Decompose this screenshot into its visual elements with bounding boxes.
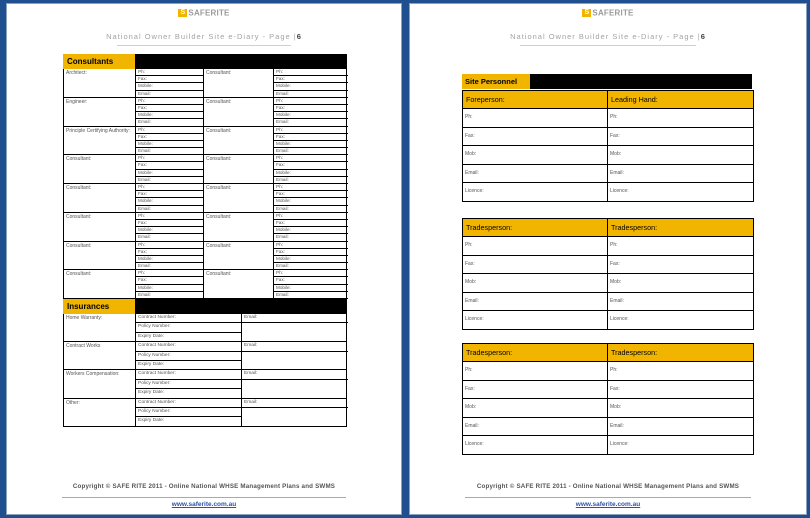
contact-field[interactable]: Mobile: [136, 227, 203, 234]
personnel-row [463, 127, 753, 146]
contact-field[interactable]: Ph: [274, 242, 348, 249]
logo: S SAFERITE [410, 8, 806, 17]
personnel-row [463, 398, 753, 417]
contact-field[interactable]: Mobile: [274, 227, 348, 234]
insurance-fields [136, 399, 242, 426]
contact-field[interactable]: Email: [138, 148, 151, 154]
consultant-contact [136, 127, 204, 156]
contact-field[interactable]: Email: [276, 205, 289, 211]
personnel-field[interactable]: Ph: [463, 109, 608, 127]
consultant-label[interactable]: Consultant: [64, 184, 136, 213]
contact-field[interactable]: Mobile: [274, 170, 348, 177]
insurance-email-field[interactable]: Email: [242, 342, 348, 351]
contact-field[interactable]: Mobile: [136, 141, 203, 148]
contact-field[interactable]: Ph: [136, 270, 203, 277]
insurance-email-field[interactable]: Email: [242, 399, 348, 408]
contact-field[interactable]: Fax: [136, 134, 203, 141]
contact-field[interactable]: Email: [138, 176, 151, 182]
footer-link[interactable]: www.saferite.com.au [575, 501, 641, 508]
contact-field[interactable]: Email: [276, 263, 289, 269]
personnel-field[interactable]: Mob: [463, 146, 608, 164]
insurances-header: Insurances [63, 299, 347, 314]
personnel-field[interactable]: Mob: [610, 404, 622, 410]
contact-field[interactable]: Ph: [136, 127, 203, 134]
contact-field[interactable]: Ph: [136, 69, 203, 76]
insurance-field[interactable]: Expiry Date: [138, 390, 165, 396]
personnel-row [463, 182, 753, 201]
insurance-email-col [242, 342, 348, 369]
personnel-field[interactable]: Fax: [463, 128, 608, 146]
personnel-role-label: Foreperson: [463, 91, 608, 108]
personnel-field[interactable]: Licence: [610, 188, 629, 194]
personnel-field[interactable]: Mob: [463, 274, 608, 292]
personnel-field[interactable]: Licence: [463, 183, 608, 201]
contact-field[interactable]: Email: [138, 205, 151, 211]
contact-field[interactable]: Mobile: [274, 285, 348, 292]
consultant-contact [274, 184, 348, 213]
contact-field[interactable]: Mobile: [136, 112, 203, 119]
contact-field[interactable]: Fax: [274, 191, 348, 198]
contact-field[interactable]: Email: [138, 234, 151, 240]
personnel-field[interactable]: Mob: [610, 151, 622, 157]
insurance-field[interactable]: Policy Number: [136, 408, 241, 417]
personnel-row [463, 255, 753, 274]
footer-link[interactable]: www.saferite.com.au [171, 501, 237, 508]
consultant-label[interactable]: Principle Certifying Authority: [64, 127, 136, 156]
personnel-table [462, 218, 754, 330]
contact-field[interactable]: Email: [138, 291, 151, 297]
contact-field[interactable]: Mobile: [274, 112, 348, 119]
contact-field[interactable]: Email: [276, 119, 289, 125]
consultant-label[interactable]: Consultant: [64, 155, 136, 184]
personnel-field[interactable]: Licence: [610, 316, 629, 322]
contact-field[interactable]: Email: [276, 148, 289, 154]
personnel-table [462, 90, 754, 202]
personnel-field[interactable]: Email: [463, 418, 608, 436]
insurance-field[interactable]: Expiry Date: [138, 418, 165, 424]
contact-field[interactable]: Mobile: [274, 83, 348, 90]
personnel-row [463, 236, 753, 255]
personnel-row [463, 310, 753, 329]
personnel-row [463, 273, 753, 292]
insurance-fields [136, 370, 242, 397]
logo-icon: S [178, 9, 187, 17]
personnel-field[interactable]: Email: [463, 293, 608, 311]
insurance-label[interactable]: Workers Compensation: [64, 370, 136, 397]
insurance-field[interactable]: Policy Number: [136, 323, 241, 332]
consultants-header: Consultants [63, 54, 347, 69]
contact-field[interactable]: Ph: [136, 155, 203, 162]
consultant-contact [136, 184, 204, 213]
contact-field[interactable]: Fax: [274, 277, 348, 284]
insurance-fields [136, 342, 242, 369]
contact-field[interactable]: Mobile: [274, 256, 348, 263]
personnel-field[interactable]: Fax: [610, 132, 620, 139]
contact-field[interactable]: Mobile: [136, 198, 203, 205]
insurance-field[interactable]: Contract Number: [136, 370, 241, 379]
insurance-email-field[interactable]: Email: [242, 370, 348, 379]
personnel-role-label: Tradesperson: [463, 344, 608, 361]
personnel-field[interactable]: Ph: [463, 237, 608, 255]
consultant-label[interactable]: Consultant: [204, 155, 274, 184]
consultant-contact [274, 69, 348, 98]
contact-field[interactable]: Fax: [274, 249, 348, 256]
page-subtitle: National Owner Builder Site e-Diary - Page |6 [510, 32, 706, 41]
consultant-contact [274, 98, 348, 127]
contact-field[interactable]: Fax: [274, 134, 348, 141]
personnel-field[interactable]: Licence: [610, 441, 629, 447]
personnel-role-label: Tradesperson: [611, 223, 658, 232]
contact-field[interactable]: Mobile: [274, 141, 348, 148]
personnel-row [463, 292, 753, 311]
contact-field[interactable]: Fax: [136, 105, 203, 112]
personnel-field[interactable]: Licence: [463, 436, 608, 454]
page-left [6, 3, 402, 515]
personnel-role-label: Leading Hand: [611, 95, 658, 104]
contact-field[interactable]: Mobile: [136, 256, 203, 263]
consultant-label[interactable]: Consultant: [204, 213, 274, 242]
insurance-field[interactable]: Policy Number: [136, 380, 241, 389]
logo-icon: S [582, 9, 591, 17]
contact-field[interactable]: Ph: [136, 213, 203, 220]
consultant-label[interactable]: Consultant: [204, 242, 274, 271]
contact-field[interactable]: Fax: [136, 277, 203, 284]
contact-field[interactable]: Ph: [274, 155, 348, 162]
consultant-contact [274, 155, 348, 184]
personnel-row [463, 108, 753, 127]
header-divider [117, 45, 291, 46]
insurance-field[interactable]: Contract Number: [136, 314, 241, 323]
consultant-contact [136, 98, 204, 127]
contact-field[interactable]: Email: [138, 90, 151, 96]
footer-copyright: Copyright © SAFE RITE 2011 - Online National WHSE Management Plans and SWMS [476, 483, 740, 490]
contact-field[interactable]: Ph: [274, 69, 348, 76]
consultant-contact [274, 213, 348, 242]
personnel-row [463, 145, 753, 164]
consultant-label[interactable]: Consultant: [204, 69, 274, 98]
contact-field[interactable]: Email: [276, 234, 289, 240]
contact-field[interactable]: Ph: [274, 270, 348, 277]
insurance-row [64, 314, 346, 342]
contact-field[interactable]: Fax: [274, 220, 348, 227]
consultant-contact [136, 69, 204, 98]
insurance-label[interactable]: Contract Works [64, 342, 136, 369]
consultant-contact [274, 270, 348, 299]
logo: S SAFERITE [7, 8, 401, 17]
site-personnel-header: Site Personnel [462, 74, 752, 89]
contact-field[interactable]: Mobile: [136, 170, 203, 177]
footer-copyright: Copyright © SAFE RITE 2011 - Online National WHSE Management Plans and SWMS [72, 483, 336, 490]
personnel-field[interactable]: Email: [463, 165, 608, 183]
insurance-field[interactable]: Contract Number: [136, 399, 241, 408]
personnel-field[interactable]: Mob: [463, 399, 608, 417]
consultant-label[interactable]: Consultant: [64, 213, 136, 242]
consultant-contact [136, 242, 204, 271]
personnel-table-header [463, 90, 753, 108]
insurance-email-col [242, 314, 348, 341]
insurance-field[interactable]: Expiry Date: [138, 361, 165, 367]
personnel-row [463, 417, 753, 436]
footer-divider [62, 497, 346, 498]
consultant-label[interactable]: Consultant: [64, 242, 136, 271]
personnel-field[interactable]: Ph: [610, 114, 618, 120]
personnel-row [463, 380, 753, 399]
personnel-field[interactable]: Fax: [463, 256, 608, 274]
personnel-table-header [463, 218, 753, 236]
consultant-contact [274, 242, 348, 271]
contact-field[interactable]: Mobile: [274, 198, 348, 205]
insurance-row [64, 342, 346, 370]
personnel-table-header [463, 343, 753, 361]
contact-field[interactable]: Ph: [136, 184, 203, 191]
insurance-email-field[interactable]: Email: [242, 314, 348, 323]
personnel-table [462, 343, 754, 455]
contact-field[interactable]: Fax: [274, 162, 348, 169]
insurance-row [64, 370, 346, 398]
consultant-label[interactable]: Consultant: [204, 98, 274, 127]
insurance-field[interactable]: Contract Number: [136, 342, 241, 351]
personnel-field[interactable]: Mob: [610, 279, 622, 285]
insurance-label[interactable]: Home Warranty: [64, 314, 136, 341]
page-right [409, 3, 807, 515]
personnel-role-label: Tradesperson: [463, 219, 608, 236]
contact-field[interactable]: Fax: [136, 162, 203, 169]
contact-field[interactable]: Fax: [274, 76, 348, 83]
contact-field[interactable]: Fax: [136, 191, 203, 198]
contact-field[interactable]: Fax: [136, 220, 203, 227]
consultant-label[interactable]: Engineer: [64, 98, 136, 127]
personnel-field[interactable]: Ph: [463, 362, 608, 380]
footer-divider [465, 497, 751, 498]
contact-field[interactable]: Ph: [274, 213, 348, 220]
consultant-contact [136, 213, 204, 242]
personnel-row [463, 435, 753, 454]
contact-field[interactable]: Ph: [274, 127, 348, 134]
contact-field[interactable]: Email: [276, 176, 289, 182]
contact-field[interactable]: Fax: [274, 105, 348, 112]
consultant-label[interactable]: Consultant: [64, 270, 136, 299]
personnel-field[interactable]: Fax: [610, 385, 620, 392]
personnel-field[interactable]: Ph: [610, 367, 618, 373]
insurance-email-col [242, 399, 348, 426]
consultants-form [63, 54, 347, 427]
personnel-field[interactable]: Email: [610, 169, 624, 176]
personnel-row [463, 164, 753, 183]
contact-field[interactable]: Fax: [136, 249, 203, 256]
insurance-fields [136, 314, 242, 341]
contact-field[interactable]: Mobile: [136, 83, 203, 90]
consultant-contact [136, 155, 204, 184]
personnel-field[interactable]: Email: [610, 422, 624, 429]
contact-field[interactable]: Ph: [274, 184, 348, 191]
insurance-field[interactable]: Expiry Date: [138, 333, 165, 339]
consultant-label[interactable]: Consultant: [204, 184, 274, 213]
consultant-label[interactable]: Architect: [64, 69, 136, 98]
contact-field[interactable]: Email: [138, 263, 151, 269]
personnel-role-label: Tradesperson: [611, 348, 658, 357]
insurance-label[interactable]: Other: [64, 399, 136, 426]
consultants-grid [63, 69, 347, 299]
page-subtitle: National Owner Builder Site e-Diary - Page |6 [106, 32, 302, 41]
header-divider [520, 45, 696, 46]
contact-field[interactable]: Mobile: [136, 285, 203, 292]
contact-field[interactable]: Ph: [136, 98, 203, 105]
insurance-field[interactable]: Policy Number: [136, 352, 241, 361]
insurance-email-col [242, 370, 348, 397]
personnel-field[interactable]: Fax: [463, 381, 608, 399]
personnel-field[interactable]: Fax: [610, 260, 620, 267]
consultant-label[interactable]: Consultant: [204, 127, 274, 156]
contact-field[interactable]: Fax: [136, 76, 203, 83]
insurances-grid [63, 314, 347, 427]
contact-field[interactable]: Email: [276, 291, 289, 297]
consultant-contact [274, 127, 348, 156]
consultant-label[interactable]: Consultant: [204, 270, 274, 299]
contact-field[interactable]: Email: [276, 90, 289, 96]
contact-field[interactable]: Ph: [136, 242, 203, 249]
personnel-row [463, 361, 753, 380]
consultant-contact [136, 270, 204, 299]
insurance-row [64, 399, 346, 427]
contact-field[interactable]: Email: [138, 119, 151, 125]
personnel-field[interactable]: Ph: [610, 242, 618, 248]
personnel-field[interactable]: Licence: [463, 311, 608, 329]
personnel-field[interactable]: Email: [610, 297, 624, 304]
contact-field[interactable]: Ph: [274, 98, 348, 105]
